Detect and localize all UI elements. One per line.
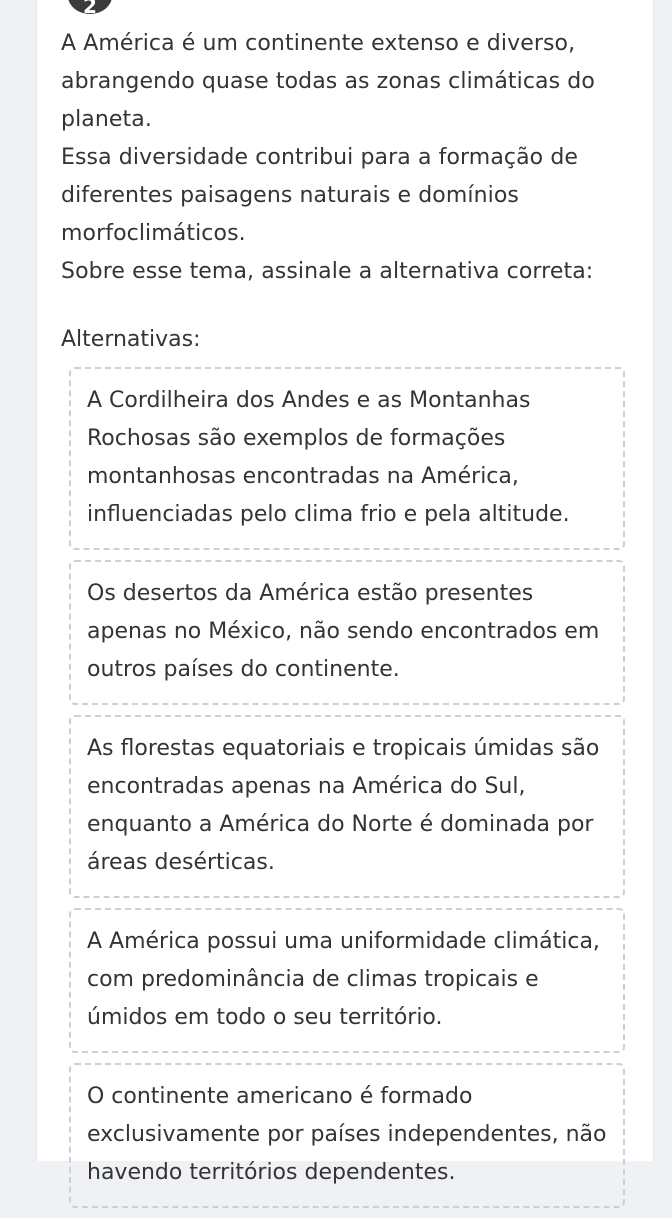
- question-statement: [61, 25, 636, 291]
- alternative-option-2[interactable]: Os desertos da América estão presentes apenas no México, não sendo encontrados em outros países do continente.: [69, 560, 625, 705]
- question-paragraph: A América é um continente extenso e diverso, abrangendo quase todas as zonas climáticas do planeta.: [61, 31, 595, 132]
- alternative-option-5[interactable]: O continente americano é formado exclusivamente por países independentes, não havendo territórios dependentes.: [69, 1063, 625, 1208]
- question-number-badge: 2: [68, 0, 112, 14]
- question-prompt: Sobre esse tema, assinale a alternativa correta:: [61, 259, 594, 284]
- question-paragraph: Essa diversidade contribui para a formação de diferentes paisagens naturais e domínios morfoclimáticos.: [61, 145, 579, 246]
- alternative-option-3[interactable]: As florestas equatoriais e tropicais úmidas são encontradas apenas na América do Sul, enquanto a América do Norte é dominada por áreas desérticas.: [69, 715, 625, 898]
- alternative-option-4[interactable]: A América possui uma uniformidade climática, com predominância de climas tropicais e úmidos em todo o seu território.: [69, 908, 625, 1053]
- alternatives-title: Alternativas:: [61, 327, 201, 352]
- alternatives-list: [69, 367, 625, 1218]
- question-card: [36, 0, 654, 1185]
- alternative-option-1[interactable]: A Cordilheira dos Andes e as Montanhas Rochosas são exemplos de formações montanhosas encontradas na América, influenciadas pelo clima frio e pela altitude.: [69, 367, 625, 550]
